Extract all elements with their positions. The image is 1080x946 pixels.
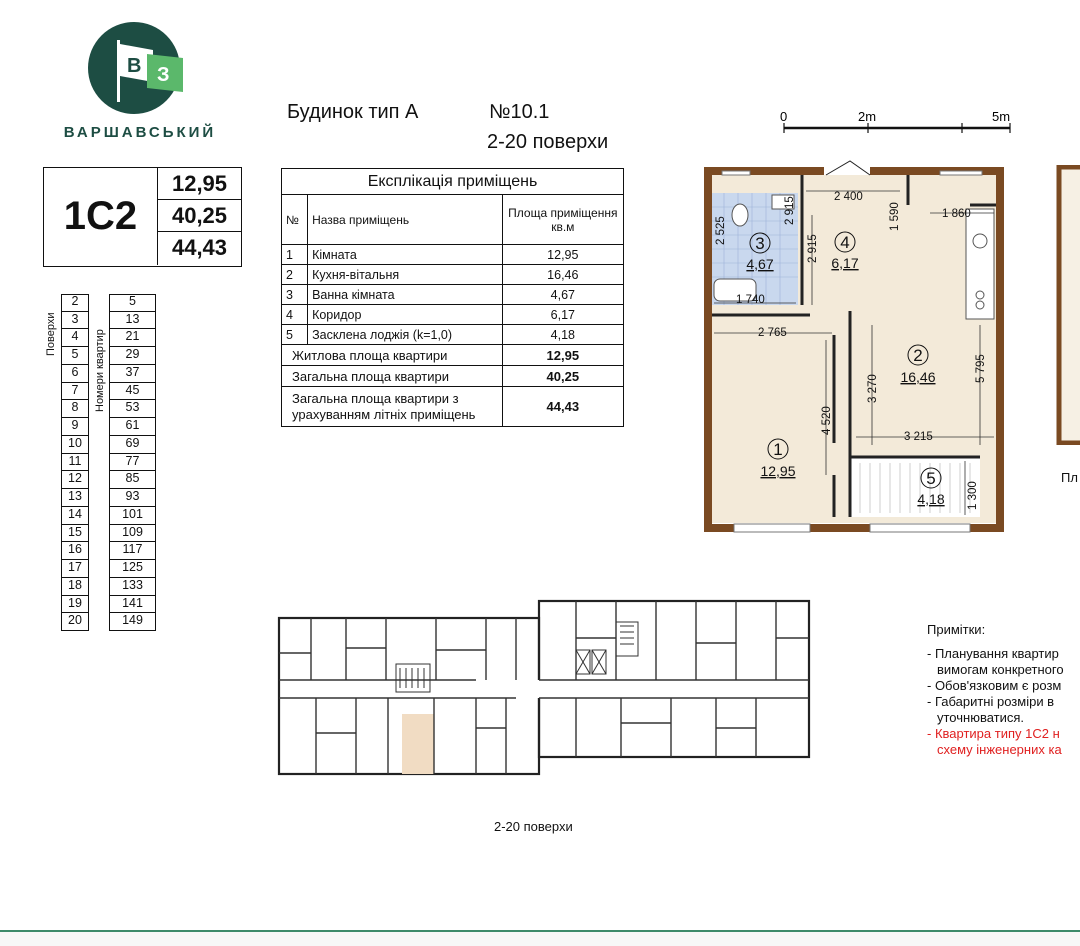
apartment-number: 141 <box>109 596 156 614</box>
apartment-number: 5 <box>109 294 156 312</box>
floor-number: 4 <box>61 329 89 347</box>
room-1-area: 12,95 <box>760 463 796 479</box>
total-area-value: 40,25 <box>158 200 241 232</box>
logo-emblem-icon <box>87 20 192 120</box>
table-row <box>282 285 624 305</box>
dim-text: 1 590 <box>889 202 901 231</box>
note-line-red: - Квартира типу 1С2 н <box>927 726 1060 741</box>
room-number: 2 <box>282 265 308 285</box>
notes-title: Примітки: <box>927 622 986 637</box>
room-name: Коридор <box>308 305 503 325</box>
note-line: - Планування квартир <box>927 646 1059 661</box>
notes-block <box>927 622 1080 758</box>
logo-letter-z: З <box>157 64 170 86</box>
total-label: Загальна площа квартири <box>282 366 503 387</box>
dim-text: 5 795 <box>975 354 987 383</box>
room-area: 16,46 <box>502 265 623 285</box>
room-name: Кімната <box>308 245 503 265</box>
apartment-number: 29 <box>109 347 156 365</box>
table-row <box>282 245 624 265</box>
brand-logo <box>55 20 225 145</box>
note-line-red: схему інженерних ка <box>937 742 1062 757</box>
floor-number: 17 <box>61 560 89 578</box>
floor-number: 12 <box>61 471 89 489</box>
floor-number: 3 <box>61 312 89 330</box>
floor-number: 11 <box>61 454 89 472</box>
apartment-number: 21 <box>109 329 156 347</box>
table-row <box>282 325 624 345</box>
dim-text: 2 915 <box>784 196 796 225</box>
floor-number: 14 <box>61 507 89 525</box>
floor-number: 10 <box>61 436 89 454</box>
room-name: Засклена лоджія (k=1,0) <box>308 325 503 345</box>
floor-number: 5 <box>61 347 89 365</box>
total-area-summer-value: 44,43 <box>171 235 228 260</box>
col-number-header: № <box>282 195 308 245</box>
floor-number: 8 <box>61 400 89 418</box>
dim-text: 2 400 <box>834 191 863 203</box>
footer-bar <box>0 930 1080 946</box>
apartment-number: 53 <box>109 400 156 418</box>
apartment-code-box <box>43 167 242 267</box>
apartment-number: 149 <box>122 613 143 628</box>
dim-text: 1 300 <box>967 481 979 510</box>
highlighted-apartment <box>402 714 434 774</box>
floor-number: 15 <box>61 525 89 543</box>
apartment-number: 125 <box>109 560 156 578</box>
scale-label-5m: 5m <box>992 109 1011 124</box>
scale-label-0: 0 <box>780 109 788 124</box>
apartment-number: 101 <box>109 507 156 525</box>
room-5-area: 4,18 <box>917 491 945 507</box>
apartment-number: 117 <box>109 542 156 560</box>
dim-text: 2 915 <box>807 234 819 263</box>
note-line: - Габаритні розміри в <box>927 694 1055 709</box>
col-name-header: Назва приміщень <box>308 195 503 245</box>
room-area: 6,17 <box>502 305 623 325</box>
floors-range: 2-20 поверхи <box>487 131 609 153</box>
room-name: Ванна кімната <box>308 285 503 305</box>
note-line: - Обов'язковим є розм <box>927 678 1062 693</box>
floor-number: 20 <box>68 613 82 628</box>
floor-apartment-table <box>43 294 156 631</box>
floor-number: 16 <box>61 542 89 560</box>
room-area: 12,95 <box>502 245 623 265</box>
room-4-area: 6,17 <box>831 255 859 271</box>
dim-text: 1 860 <box>942 208 971 220</box>
room-area: 4,18 <box>502 325 623 345</box>
room-area: 4,67 <box>502 285 623 305</box>
apartment-number: 61 <box>109 418 156 436</box>
brand-name: ВАРШАВСЬКИЙ <box>63 124 217 141</box>
room-number: 3 <box>282 285 308 305</box>
dim-text: 3 270 <box>867 374 879 403</box>
apartment-number: 93 <box>109 489 156 507</box>
floor-number: 2 <box>61 294 89 312</box>
apartment-number: 45 <box>109 383 156 401</box>
table-row <box>282 265 624 285</box>
adjacent-plan-fragment <box>1055 165 1080 445</box>
room-name: Кухня-вітальня <box>308 265 503 285</box>
apartment-number: 133 <box>109 578 156 596</box>
explication-table <box>281 168 624 427</box>
side-plan-label: Пл <box>1061 470 1078 485</box>
total-value: 44,43 <box>502 387 623 427</box>
room-4-number: 4 <box>840 233 850 252</box>
apartment-number: 69 <box>109 436 156 454</box>
total-value: 12,95 <box>502 345 623 366</box>
floor-number: 9 <box>61 418 89 436</box>
room-number: 1 <box>282 245 308 265</box>
apartment-number: 77 <box>109 454 156 472</box>
total-label: Загальна площа квартири з урахуванням літніх приміщень <box>282 387 503 427</box>
scale-label-2m: 2m <box>858 109 877 124</box>
floors-label: Поверхи <box>45 312 57 356</box>
dim-text: 1 740 <box>736 294 765 306</box>
dim-text: 3 215 <box>904 431 933 443</box>
floor-number: 18 <box>61 578 89 596</box>
total-row <box>282 366 624 387</box>
apartment-number: 13 <box>109 312 156 330</box>
room-3-area: 4,67 <box>746 256 774 272</box>
total-row <box>282 387 624 427</box>
room-1-number: 1 <box>773 440 783 459</box>
floor-number: 13 <box>61 489 89 507</box>
floor-number: 7 <box>61 383 89 401</box>
logo-letter-v: В <box>127 55 142 77</box>
scale-bar <box>770 105 1020 135</box>
apartment-number: 85 <box>109 471 156 489</box>
living-area-value: 12,95 <box>158 168 241 200</box>
dim-text: 2 765 <box>758 327 787 339</box>
room-2-number: 2 <box>913 346 923 365</box>
room-number: 4 <box>282 305 308 325</box>
room-5-number: 5 <box>926 469 936 488</box>
col-area-header: Площа приміщення кв.м <box>502 195 623 245</box>
table-row <box>282 305 624 325</box>
room-3-number: 3 <box>755 234 765 253</box>
room-number: 5 <box>282 325 308 345</box>
floor-number: 6 <box>61 365 89 383</box>
floor-number: 19 <box>61 596 89 614</box>
room-2-area: 16,46 <box>900 369 936 385</box>
building-plan-caption: 2-20 поверхи <box>494 819 573 834</box>
total-value: 40,25 <box>502 366 623 387</box>
apartment-numbers-label: Номери квартир <box>94 329 106 412</box>
apartment-number: 37 <box>109 365 156 383</box>
explication-title: Експлікація приміщень <box>282 169 624 195</box>
dim-text: 4 520 <box>821 406 833 435</box>
note-line: вимогам конкретного <box>937 662 1064 677</box>
apartment-number: 109 <box>109 525 156 543</box>
note-line: уточнюватися. <box>937 710 1025 725</box>
building-floor-plan <box>276 598 813 778</box>
building-type: Будинок тип А <box>287 101 419 123</box>
dim-text: 2 525 <box>715 216 727 245</box>
total-label: Житлова площа квартири <box>282 345 503 366</box>
apartment-code: 1С2 <box>44 168 158 265</box>
section-number: №10.1 <box>489 101 550 123</box>
total-row <box>282 345 624 366</box>
apartment-floor-plan <box>700 145 1010 537</box>
